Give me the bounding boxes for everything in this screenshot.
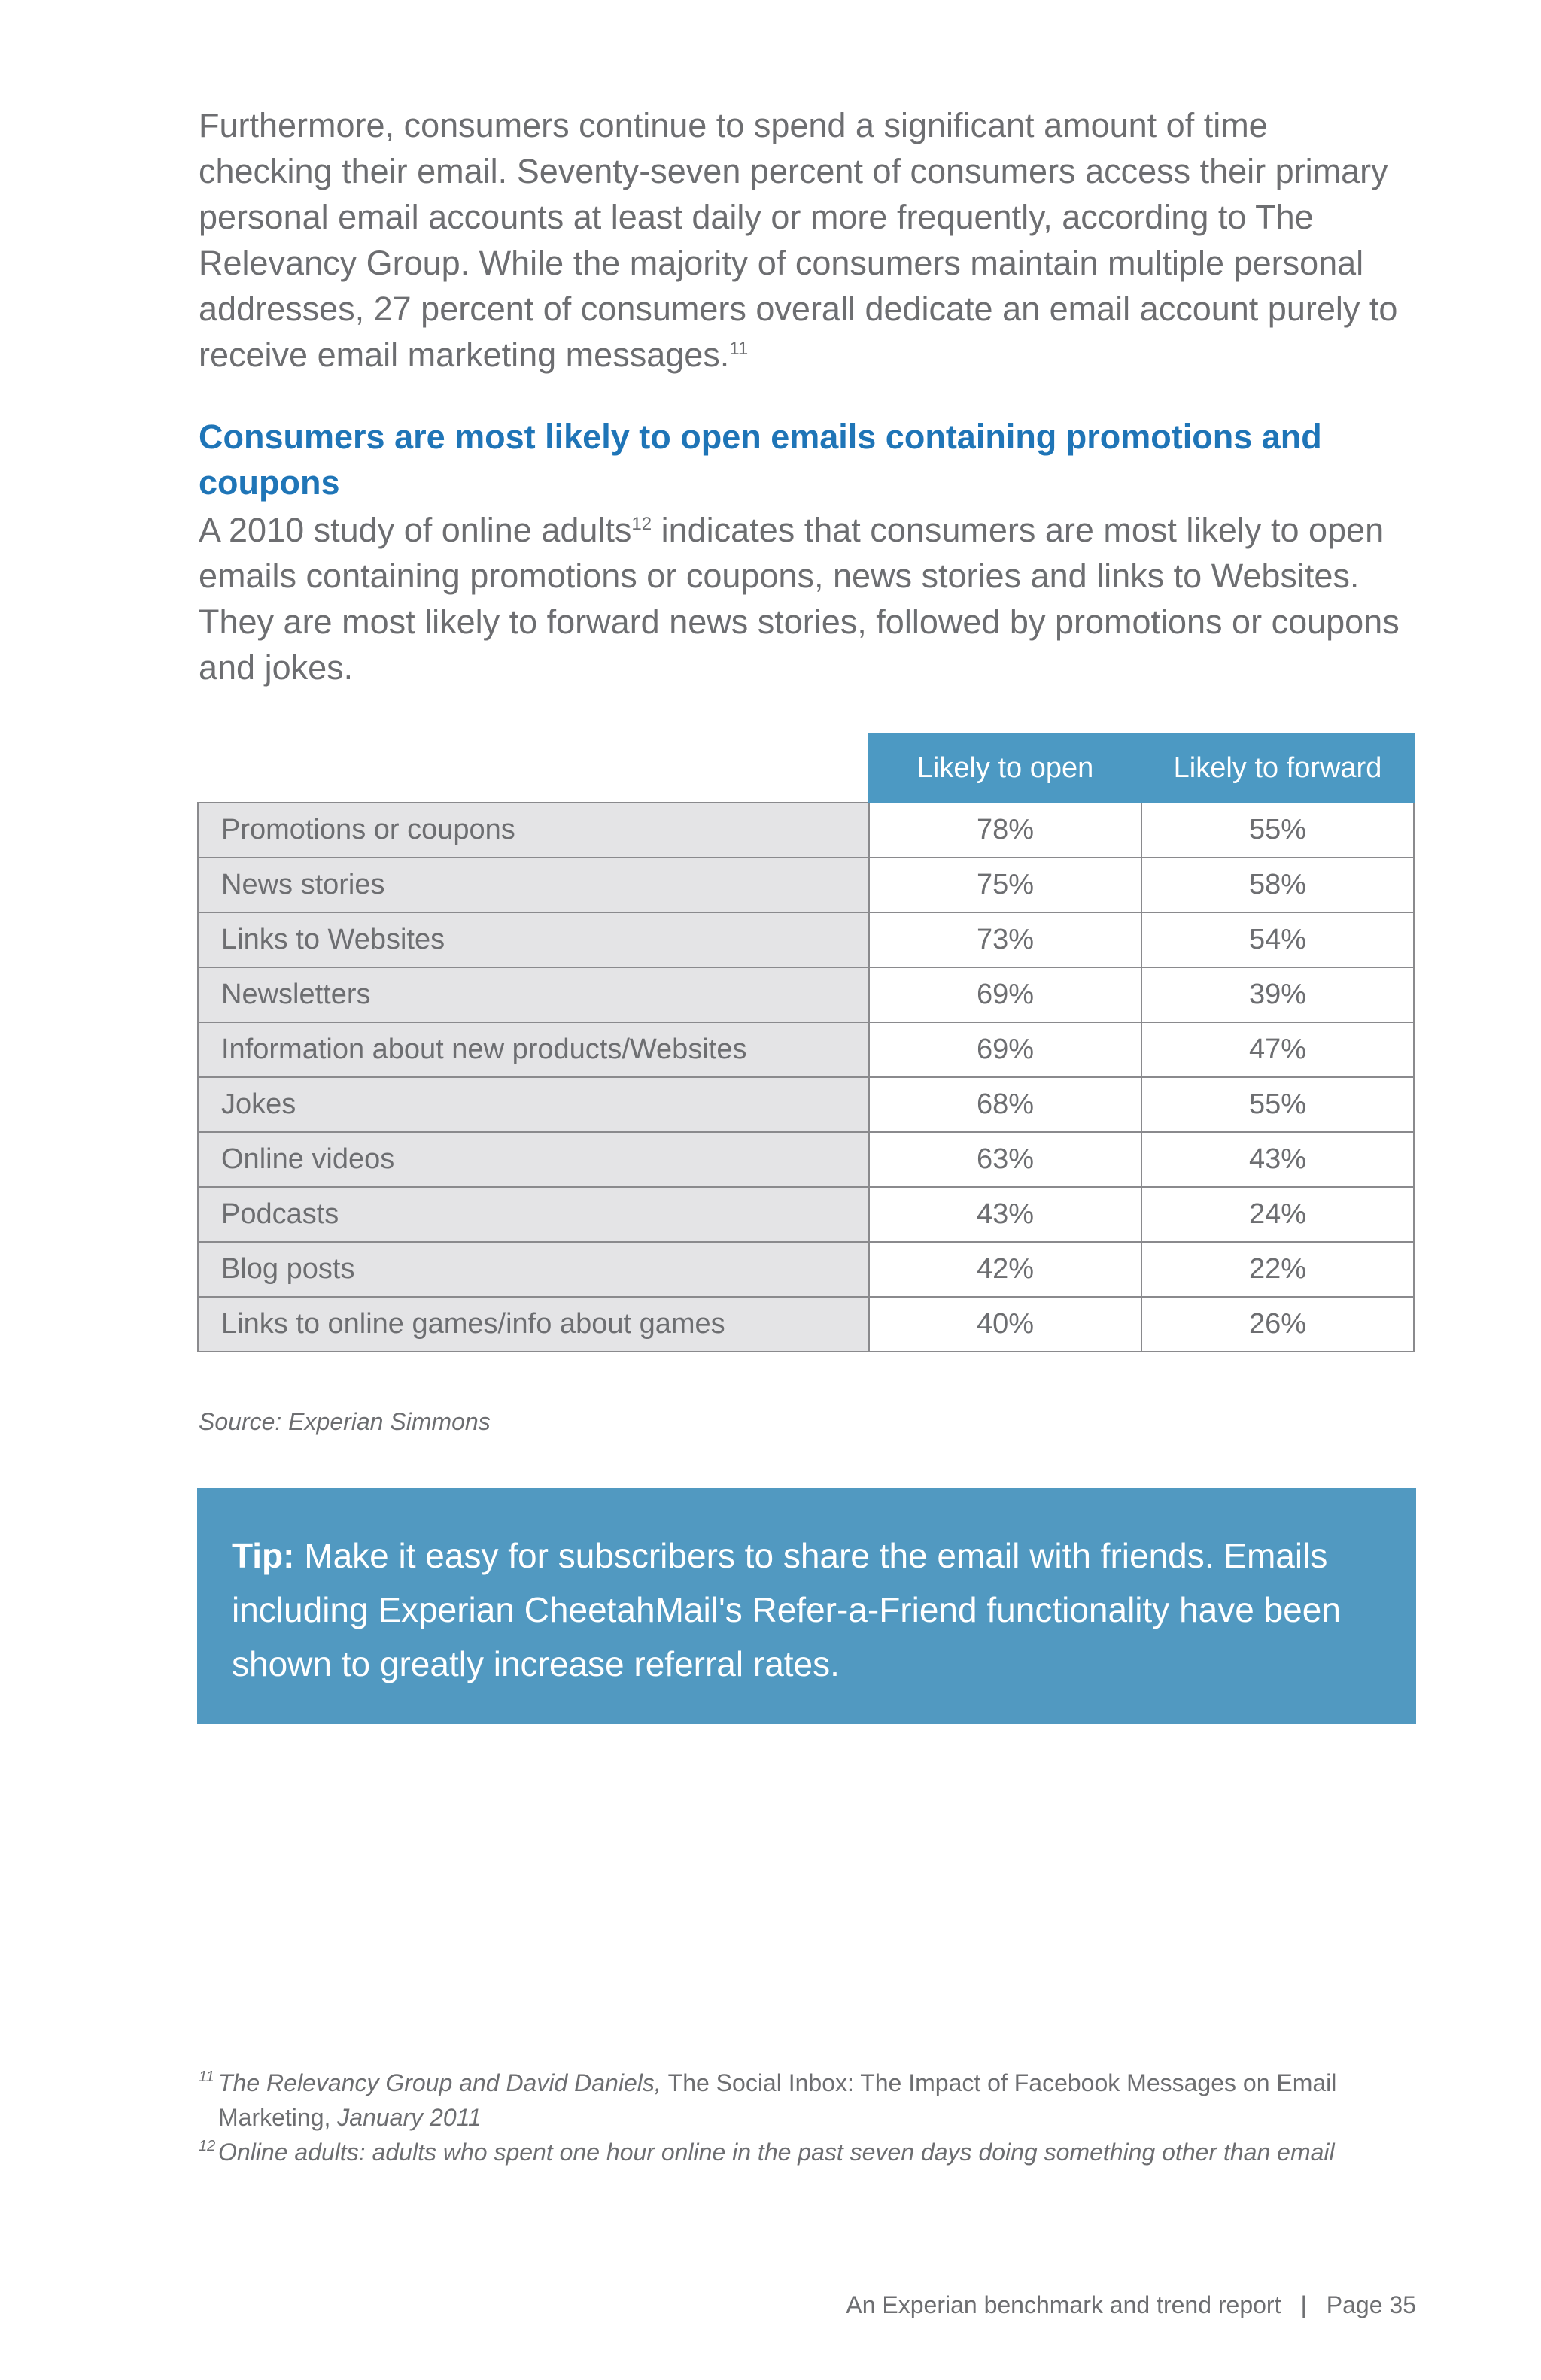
footnote-text: Online adults: adults who spent one hour online in the past seven days doing something other than email bbox=[218, 2139, 1335, 2166]
forward-value: 39% bbox=[1141, 967, 1414, 1022]
table-header-row bbox=[198, 733, 1414, 803]
table-row bbox=[198, 912, 1414, 967]
table-row bbox=[198, 858, 1414, 912]
table-corner bbox=[198, 733, 869, 803]
open-value: 42% bbox=[869, 1242, 1141, 1297]
email-behavior-table bbox=[197, 733, 1415, 1352]
table-source: Source: Experian Simmons bbox=[199, 1408, 491, 1435]
forward-value: 47% bbox=[1141, 1022, 1414, 1077]
section-heading: Consumers are most likely to open emails containing promotions and coupons bbox=[199, 417, 1322, 502]
open-value: 69% bbox=[869, 1022, 1141, 1077]
footnote-12 bbox=[199, 2135, 1357, 2169]
footnote-ref-11[interactable]: 11 bbox=[729, 338, 749, 359]
page-number: Page 35 bbox=[1326, 2291, 1416, 2318]
table-row bbox=[198, 1187, 1414, 1242]
section-text-after: indicates that consumers are most likely to open emails containing promotions or coupons, news stories and links to Websites. They are most likely to forward news stories, followed by promotions or coupons and jokes. bbox=[199, 511, 1400, 687]
section-paragraph bbox=[199, 507, 1403, 691]
footnote-ref-12[interactable]: 12 bbox=[631, 514, 652, 534]
forward-value: 26% bbox=[1141, 1297, 1414, 1352]
tip-text: Make it easy for subscribers to share the email with friends. Emails including Experian CheetahMail's Refer-a-Friend functionality have been shown to greatly increase referral rates. bbox=[232, 1536, 1341, 1683]
forward-value: 55% bbox=[1141, 803, 1414, 858]
row-label: Promotions or coupons bbox=[198, 803, 869, 858]
open-value: 69% bbox=[869, 967, 1141, 1022]
forward-value: 54% bbox=[1141, 912, 1414, 967]
table-row bbox=[198, 1297, 1414, 1352]
open-value: 75% bbox=[869, 858, 1141, 912]
row-label: Information about new products/Websites bbox=[198, 1022, 869, 1077]
intro-text: Furthermore, consumers continue to spend a significant amount of time checking their email. Seventy-seven percent of consumers access their primary personal email accounts at least daily or more frequently, according to The Relevancy Group. While the majority of consumers maintain multiple personal addresses, 27 percent of consumers overall dedicate an email account purely to receive email marketing messages. bbox=[199, 106, 1398, 374]
forward-value: 55% bbox=[1141, 1077, 1414, 1132]
row-label: Newsletters bbox=[198, 967, 869, 1022]
footnote-number: 11 bbox=[199, 2069, 214, 2085]
forward-value: 22% bbox=[1141, 1242, 1414, 1297]
table-row bbox=[198, 803, 1414, 858]
row-label: Podcasts bbox=[198, 1187, 869, 1242]
row-label: Blog posts bbox=[198, 1242, 869, 1297]
open-value: 68% bbox=[869, 1077, 1141, 1132]
forward-value: 58% bbox=[1141, 858, 1414, 912]
footer-report-title: An Experian benchmark and trend report bbox=[846, 2291, 1281, 2318]
footnote-number: 12 bbox=[199, 2138, 216, 2154]
table-row bbox=[198, 1077, 1414, 1132]
table-row bbox=[198, 1022, 1414, 1077]
table-row bbox=[198, 1132, 1414, 1187]
footnote-author: The Relevancy Group and David Daniels, bbox=[218, 2069, 668, 2096]
footnote-date: January 2011 bbox=[330, 2104, 482, 2131]
footnotes bbox=[199, 2066, 1357, 2169]
footnote-title: The Social Inbox: The Impact of Facebook Messages on Email Marketing, bbox=[218, 2069, 1337, 2131]
row-label: News stories bbox=[198, 858, 869, 912]
column-header-forward: Likely to forward bbox=[1141, 733, 1414, 803]
open-value: 78% bbox=[869, 803, 1141, 858]
row-label: Links to online games/info about games bbox=[198, 1297, 869, 1352]
footer-separator: | bbox=[1300, 2291, 1307, 2318]
forward-value: 24% bbox=[1141, 1187, 1414, 1242]
open-value: 43% bbox=[869, 1187, 1141, 1242]
row-label: Online videos bbox=[198, 1132, 869, 1187]
column-header-open: Likely to open bbox=[869, 733, 1141, 803]
section-text-before: A 2010 study of online adults bbox=[199, 511, 632, 549]
open-value: 63% bbox=[869, 1132, 1141, 1187]
open-value: 40% bbox=[869, 1297, 1141, 1352]
row-label: Links to Websites bbox=[198, 912, 869, 967]
table-row bbox=[198, 967, 1414, 1022]
row-label: Jokes bbox=[198, 1077, 869, 1132]
table-row bbox=[198, 1242, 1414, 1297]
forward-value: 43% bbox=[1141, 1132, 1414, 1187]
page-footer bbox=[846, 2291, 1416, 2319]
intro-paragraph bbox=[199, 102, 1403, 378]
tip-box bbox=[197, 1488, 1416, 1724]
tip-label: Tip: bbox=[232, 1536, 295, 1575]
open-value: 73% bbox=[869, 912, 1141, 967]
footnote-11 bbox=[199, 2066, 1357, 2135]
